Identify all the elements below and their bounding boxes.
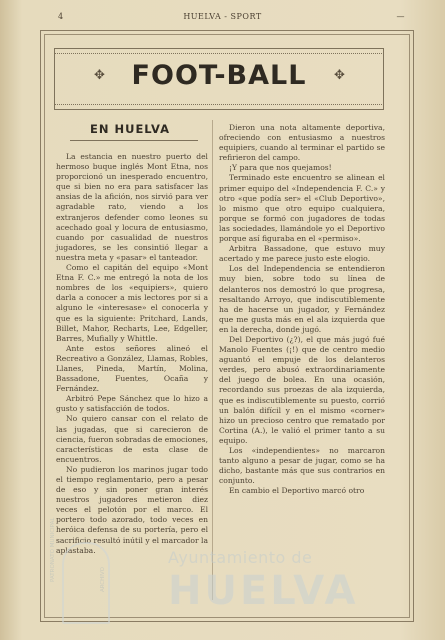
paragraph: Arbitró Pepe Sánchez que lo hizo a gusto y satisfacción de todos.: [56, 394, 208, 414]
watermark-side-text: ARCHIVO: [100, 567, 106, 592]
banner-top-border: [54, 48, 384, 54]
paragraph: No quiero cansar con el relato de las jugadas, que si carecieron de ciencia, fueron sobradas de emociones, características de esta clase de encuentros.: [56, 414, 208, 464]
archive-watermark: [40, 517, 412, 627]
banner-bottom-border: [54, 104, 384, 110]
publication-title: HUELVA - SPORT: [183, 12, 262, 21]
leaf-ornament-icon: ✥: [334, 68, 345, 83]
paragraph: No pudieron los marinos jugar todo el tiempo reglamentario, pero a pesar de eso y sin poner gran interés nuestros jugadores metieron diez veces el pelotón por el marco. El portero todo azorado, todo veces en heróica defensa de su portería, pero el sacrificio resultó inútil y el marcador la aplastaba.: [56, 464, 208, 555]
banner-right-cap: [373, 48, 384, 110]
article-column-right: [219, 123, 385, 496]
running-header: [0, 12, 445, 26]
header-right-mark: —: [396, 12, 405, 21]
paragraph: Arbitra Bassadone, que estuvo muy acertado y me parece justo este elogio.: [219, 244, 385, 264]
paragraph: ¡Y para que nos quejamos!: [229, 163, 332, 173]
watermark-line2: HUELVA: [168, 568, 359, 614]
paragraph: Los del Independencia se entendieron muy bien, sobre todo su línea de delanteros nos demostró lo que progresa, resaltando Arroyo, que indiscutiblemente ha de hacerse un jugador, y Fernández que me gusta más en el ala izquierda que en la derecha, donde jugó.: [219, 264, 385, 334]
banner-title: FOOT-BALL: [131, 60, 307, 91]
paragraph: En cambio el Deportivo marcó otro: [229, 486, 365, 496]
paragraph: Terminado este encuentro se alinean el primer equipo del «Independencia F. C.» y otro «que podía ser» el «Club Deportivo», lo mismo que otro equipo cualquiera, porque se formó con jugadores de todas las sociedades, llamándole yo el Deportivo porque así figuraba en el «permiso».: [219, 173, 385, 244]
heading-rule: [70, 140, 198, 141]
paragraph: Del Deportivo (¿?), el que más jugó fué Manolo Fuentes (¡!) que de centro medio aguantó el empuje de los delanteros verdes, pero abusó extraordinariamente del juego de bolea. En una ocasión, recordando sus proezas de ala izquierda, que es indiscutiblemente su puesto, corrió un balón difícil y en el mismo «corner» hizo un precioso centro que rematado por Cortina (A.), le valió el primer tanto a su equipo.: [219, 334, 385, 445]
column-divider: [212, 120, 213, 600]
page-number: 4: [58, 12, 64, 21]
paragraph: Ante estos señores alineó el Recreativo a González, Llamas, Robles, Llanes, Pineda, Martín, Molina, Bassadone, Fuentes, Ocaña y Fernández.: [56, 343, 208, 394]
section-banner: [54, 48, 384, 110]
banner-left-cap: [54, 48, 65, 110]
article-column-left: [56, 152, 208, 556]
section-heading: EN HUELVA: [90, 122, 171, 136]
watermark-line1: Ayuntamiento de: [168, 548, 313, 567]
watermark-side-text: PATRONATO MUNICIPAL: [50, 517, 56, 582]
paragraph: La estancia en nuestro puerto del hermoso buque inglés Mont Etna, nos proporcionó un inesperado encuentro, que si bien no era para satisfacer las ansias de la afición, nos sirvió para ver agradable rato, viendo a los extranjeros defender como leones su acechado goal y locura de entusiasmo, cuando por casualidad de nuestros jugadores, se les consintió llegar a nuestra meta y «pasar» el tanteador.: [56, 152, 208, 262]
leaf-ornament-icon: ✥: [94, 68, 105, 83]
paragraph: Los «independientes» no marcaron tanto alguno a pesar de jugar, como se ha dicho, bastante más que sus contrarios en conjunto.: [219, 446, 385, 486]
paragraph: Dieron una nota altamente deportiva, ofreciendo con entusiasmo a nuestros equipiers, cuando al terminar el partido se refirieron del campo.: [219, 123, 385, 163]
paragraph: Como el capitán del equipo «Mont Etna F. C.» me entregó la nota de los nombres de los «equipiers», quiero darla a conocer a mis lectores por si a alguno le «interesase» el conocerla y que es la siguiente: Pritchard, Lands, Billet, Mahor, Recharts, Lee, Edgeller, Barres, Mufially y Whittle.: [56, 263, 208, 343]
